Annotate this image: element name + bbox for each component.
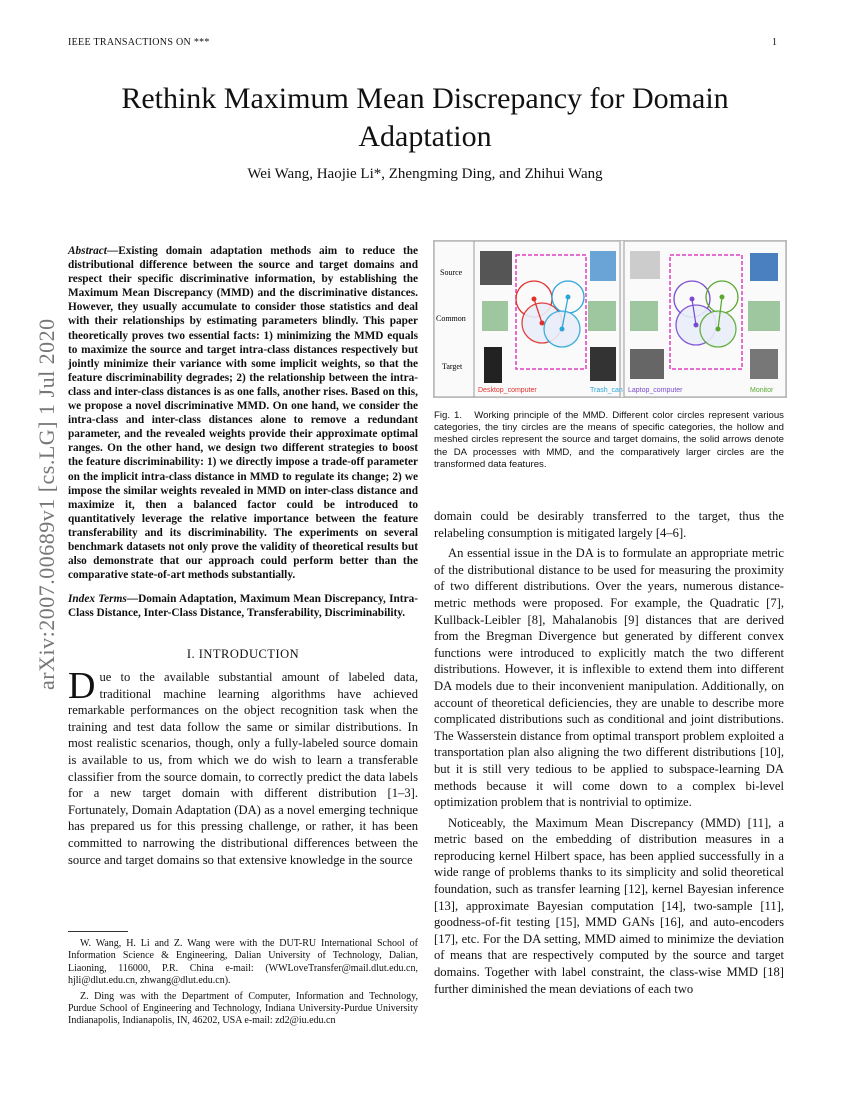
index-terms-label: Index Terms xyxy=(68,593,127,606)
footnote-rule xyxy=(68,931,128,932)
row-label-source: Source xyxy=(440,268,463,277)
intro-text: ue to the available substantial amount of labeled data, traditional machine learning algorithms have achieved remarkable performances on the object recognition task when the training and test data follow the same or similar distributions. In most realistic scenarios, though, only a fully-labeled source domain is available to us, from which we do wish to learn a transferable classifier from the source domain, to correctly predict the data labels for a new target domain with different distribution [1–3]. Fortunately, Domain Adaptation (DA) as a novel emerging technique has prepared us for this pressing challenge, or rather, it has been committed to narrowing the distributional differences between the source and target domains so that extensive knowledge in the source xyxy=(68,670,418,867)
caption-text: Working principle of the MMD. Different color circles represent various categories, the tiny circles are the means of specific categories, the hollow and meshed circles represent the source and target domains, the solid arrows denote the DA processes with MMD, and the comparatively larger circles are the transformed data features. xyxy=(434,410,784,470)
paragraph: Noticeably, the Maximum Mean Discrepancy (MMD) [11], a metric based on the embedding of distribution measures in a reproducing kernel Hilbert space, has been applied successfully in a wide range of problems thanks to its simplicity and solid theoretical foundation, such as transfer learning [12], kernel Bayesian inference [13], approximate Bayesian computation [14], two-sample [11], goodness-of-fit testing [15], MMD GANs [16], and auto-encoders [17], etc. For the DA setting, MMD aimed to minimize the deviation of means that are respectively computed by the source and target domains. Together with label constraint, the class-wise MMD [18] further diminished the mean deviations of each two xyxy=(434,815,784,996)
index-terms xyxy=(68,592,418,620)
footnote xyxy=(68,938,418,1028)
left-column xyxy=(68,244,418,868)
row-label-common: Common xyxy=(436,314,466,323)
image-laptop-target xyxy=(630,349,664,379)
image-laptop-source xyxy=(630,251,660,279)
figure-illustration xyxy=(434,241,786,397)
figure-caption xyxy=(434,410,784,471)
class-label-desktop: Desktop_computer xyxy=(478,387,537,394)
paragraph: domain could be desirably transferred to the target, thus the relabeling consumption is mitigated largely [4–6]. xyxy=(434,509,784,540)
image-monitor-target xyxy=(750,349,778,379)
image-trash-target xyxy=(590,347,616,381)
paper-title: Rethink Maximum Mean Discrepancy for Domain Adaptation xyxy=(121,82,729,153)
section-heading: I. INTRODUCTION xyxy=(186,647,300,662)
footnote-affiliation-2: Z. Ding was with the Department of Computer, Information and Technology, Purdue School of Engineering and Technology, Indiana University-Purdue University Indianapolis, Indianapolis, IN, 46202, USA e-mail: zd2@iu.edu.cn xyxy=(68,990,418,1027)
author-list: Wei Wang, Haojie Li*, Zhengming Ding, and Zhihui Wang xyxy=(247,166,603,182)
image-laptop-common xyxy=(630,301,658,331)
image-desktop-common xyxy=(482,301,508,331)
intro-paragraph xyxy=(68,665,418,868)
arxiv-stamp: arXiv:2007.00689v1 [cs.LG] 1 Jul 2020 xyxy=(34,318,59,690)
image-desktop-source xyxy=(480,251,512,285)
page-number: 1 xyxy=(772,37,778,48)
index-terms-text: —Domain Adaptation, Maximum Mean Discrepancy, Intra-Class Distance, Inter-Class Distance, Transferability, Discriminability. xyxy=(68,593,418,620)
class-label-laptop: Laptop_computer xyxy=(628,387,683,394)
figure-1 xyxy=(433,240,787,398)
class-label-trash: Trash_can xyxy=(590,387,623,394)
row-label-target: Target xyxy=(442,362,463,371)
image-desktop-target xyxy=(484,347,502,383)
caption-label: Fig. 1. xyxy=(434,410,463,421)
image-monitor-source xyxy=(750,253,778,281)
abstract xyxy=(68,244,418,582)
drop-cap: D xyxy=(68,665,96,708)
image-trash-source xyxy=(590,251,616,281)
image-monitor-common xyxy=(748,301,780,331)
right-column xyxy=(434,508,784,997)
running-header: IEEE TRANSACTIONS ON *** xyxy=(68,37,210,48)
footnote-affiliation-1: W. Wang, H. Li and Z. Wang were with the DUT-RU International School of Information Science & Engineering, Dalian University of Technology, Dalian, Liaoning, 116000, P.R. China e-mail: (WWLoveTransfer@mail.dlut.edu.cn, hjli@dlut.edu.cn, zhwang@dlut.edu.cn). xyxy=(68,938,418,987)
paragraph: An essential issue in the DA is to formulate an appropriate metric of the distributional distance to be used for measuring the proximity of two different distributions. Over the years, numerous distance-metric methods were proposed. For example, the Quadratic [7], Kullback-Leibler [8], Mahalanobis [9] distances that are derived from the Bregman Divergence but generated by different convex functions were introduced to explicitly match the two different distributions. However, it is inflexible to extend them into different DA models due to their inconvenient manipulation. Additionally, on account of theoretical deficiencies, they are unable to describe more complicated distributions such as conditional and joint distributions. The Wasserstein distance from optimal transport problem exploited a transportation plan also aligning the two different distributions [10], but it is still very tedious to be applied to subspace-learning DA methods because it will come down to a complex bi-level optimization problem that is nontrivial to optimize. xyxy=(434,546,784,810)
abstract-text: —Existing domain adaptation methods aim to reduce the distributional difference between the source and target domains and respect their specific discriminative information, by establishing the Maximum Mean Discrepancy (MMD) and the discriminative distances. However, they usually accumulate to consider those statistics and deal with their relationships by estimating parameters blindly. This paper theoretically proves two essential facts: 1) minimizing the MMD equals to maximize the source and target intra-class distances respectively but jointly minimize their variance with some implicit weights, so that the feature discriminability degrades; 2) the relationship between the intra-class and inter-class distances is as one falls, another rises. Based on this, we propose a novel discriminative MMD. On one hand, we consider the intra-class and inter-class distances alone to remove a redundant parameter, and the revealed weights provide their approximate optimal ranges. On the other hand, we design two different strategies to boost the feature discriminability: 1) we directly impose a trade-off parameter on the implicit intra-class distance in MMD to regulate its change; 2) we impose the similar weights revealed in MMD on inter-class distance and maximize it, then a balanced factor could be introduced to quantitatively leverage the relative importance between the feature transferability and its discriminability. The experiments on several benchmark datasets not only prove the validity of theoretical results but also demonstrate that our approach could perform better than the comparative state-of-art methods substantially. xyxy=(68,245,418,582)
image-trash-common xyxy=(588,301,616,331)
abstract-label: Abstract xyxy=(68,245,107,257)
class-label-monitor: Monitor xyxy=(750,387,774,394)
